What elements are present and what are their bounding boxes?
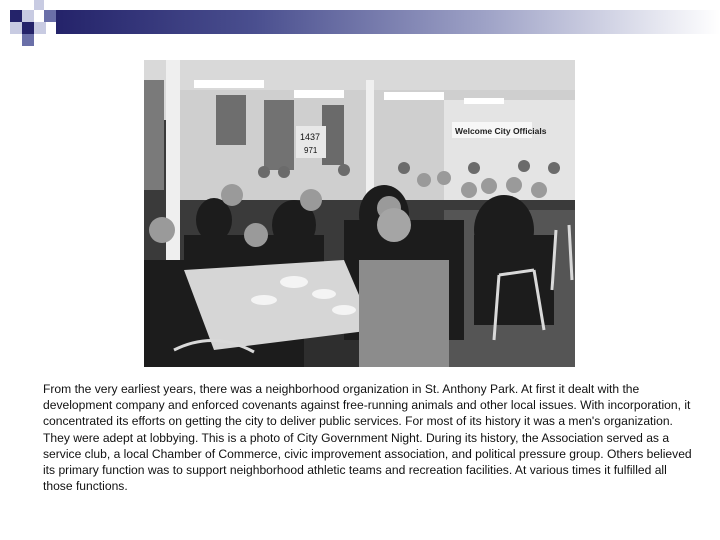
- header-decoration: [0, 0, 720, 46]
- welcome-banner: Welcome City Officials: [455, 126, 547, 136]
- city-government-night-photo: [144, 60, 575, 367]
- wall-number-top: 1437: [300, 132, 321, 142]
- photo-caption: From the very earliest years, there was a neighborhood organization in St. Anthony Park. At first it dealt with the development company and enforced covenants against free-running animals and other local issues. With incorporation, it concentrated its efforts on getting the city to deliver public services. For most of its history it was a men's organization. They were adept at lobbying. This is a photo of City Government Night. During its history, the Association served as a service club, a local Chamber of Commerce, civic improvement association, and political pressure group. Others believed its primary function was to support neighborhood athletic teams and recreation facilities. At various times it fulfilled all those functions.: [43, 382, 692, 494]
- decorative-squares: [0, 0, 60, 46]
- wall-number-bottom: 971: [304, 146, 318, 155]
- title-gradient-bar: [56, 10, 720, 34]
